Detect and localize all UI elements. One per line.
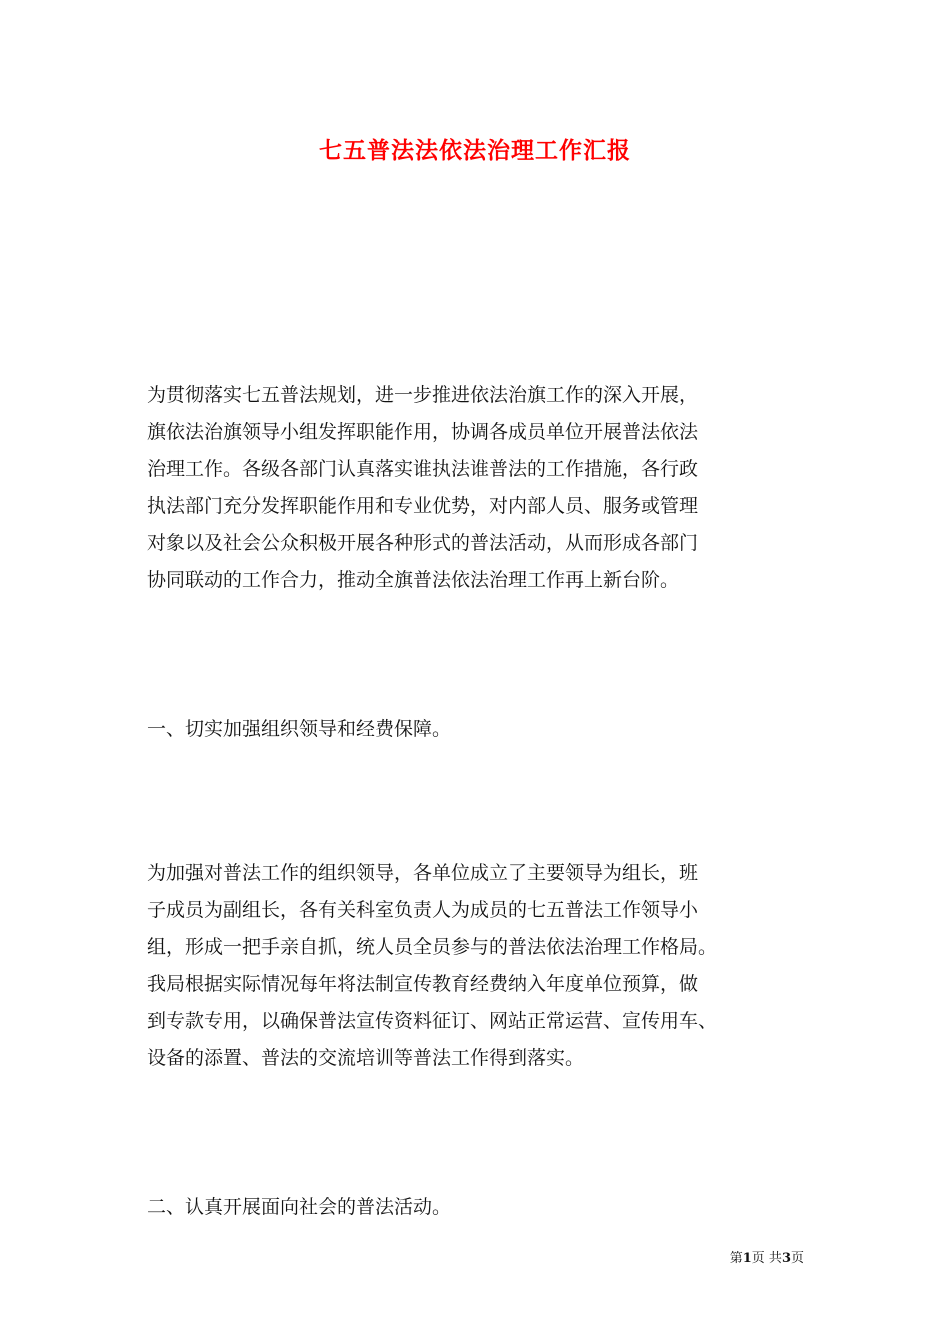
paragraph-line: 为加强对普法工作的组织领导，各单位成立了主要领导为组长，班	[147, 862, 699, 884]
footer-suffix: 页	[790, 1251, 804, 1266]
paragraph-line: 我局根据实际情况每年将法制宣传教育经费纳入年度单位预算，做	[147, 973, 699, 995]
paragraph-line: 协同联动的工作合力，推动全旗普法依法治理工作再上新台阶。	[147, 569, 680, 591]
footer-prefix: 第	[729, 1251, 743, 1266]
current-page-number: 1	[742, 1251, 752, 1266]
paragraph-line: 旗依法治旗领导小组发挥职能作用，协调各成员单位开展普法依法	[147, 421, 699, 443]
paragraph-section-1	[147, 855, 807, 1077]
paragraph-line: 组，形成一把手亲自抓，统人员全员参与的普法依法治理工作格局。	[147, 936, 718, 958]
paragraph-line: 治理工作。各级各部门认真落实谁执法谁普法的工作措施，各行政	[147, 458, 699, 480]
paragraph-line: 对象以及社会公众积极开展各种形式的普法活动，从而形成各部门	[147, 532, 699, 554]
section-heading-2: 二、认真开展面向社会的普法活动。	[147, 1196, 452, 1218]
paragraph-line: 为贯彻落实七五普法规划，进一步推进依法治旗工作的深入开展，	[147, 384, 699, 406]
paragraph-line: 到专款专用，以确保普法宣传资料征订、网站正常运营、宣传用车、	[147, 1010, 718, 1032]
page-number-footer	[730, 1247, 804, 1266]
paragraph-line: 执法部门充分发挥职能作用和专业优势，对内部人员、服务或管理	[147, 495, 699, 517]
footer-middle: 页 共	[751, 1251, 782, 1266]
document-title: 七五普法法依法治理工作汇报	[319, 137, 631, 164]
paragraph-intro	[147, 377, 807, 599]
total-pages-number: 3	[781, 1251, 791, 1266]
paragraph-line: 设备的添置、普法的交流培训等普法工作得到落实。	[147, 1047, 585, 1069]
paragraph-line: 子成员为副组长，各有关科室负责人为成员的七五普法工作领导小	[147, 899, 699, 921]
section-heading-1: 一、切实加强组织领导和经费保障。	[147, 718, 452, 740]
